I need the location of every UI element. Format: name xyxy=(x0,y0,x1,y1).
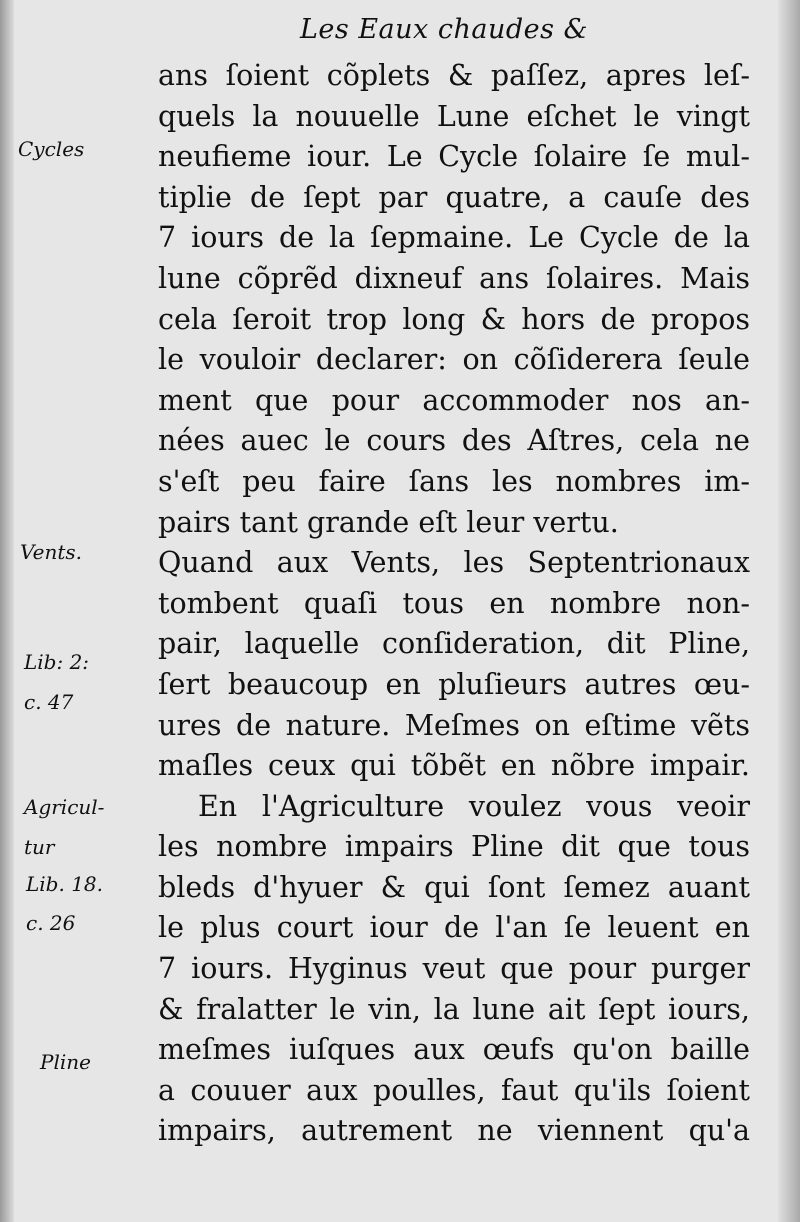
text-line: & fralatter le vin, la lune ait ſept iours, xyxy=(158,992,750,1026)
margin-note-c-26: c. 26 xyxy=(26,911,76,935)
text-line: s'eſt peu faire ſans les nombres im- xyxy=(158,464,750,498)
text-line: quels la nouuelle Lune eſchet le vingt xyxy=(158,99,750,133)
margin-note-lib-2: Lib: 2: xyxy=(24,650,90,674)
text-line: maſles ceux qui tõbẽt en nõbre impair. xyxy=(158,749,750,783)
text-line: pair, laquelle conſideration, dit Pline, xyxy=(158,627,750,661)
text-line: le plus court iour de l'an ſe leuent en xyxy=(158,911,750,945)
text-line: ſert beaucoup en pluſieurs autres œu- xyxy=(158,667,750,701)
text-line: 7 iours de la ſepmaine. Le Cycle de la xyxy=(158,221,750,255)
body-text xyxy=(158,56,750,1152)
text-line: Quand aux Vents, les Septentrionaux xyxy=(158,546,750,580)
margin-note-vents: Vents. xyxy=(20,540,82,564)
margin-notes xyxy=(0,0,150,1222)
text-line: cela ſeroit trop long & hors de propos xyxy=(158,302,750,336)
text-line: impairs, autrement ne viennent qu'a xyxy=(158,1114,750,1148)
text-line: En l'Agriculture voulez vous veoir xyxy=(198,789,750,823)
margin-note-pline: Pline xyxy=(40,1050,91,1074)
text-line: le vouloir declarer: on cõſiderera ſeule xyxy=(158,343,750,377)
text-line: bleds d'hyuer & qui ſont ſemez auant xyxy=(158,870,750,904)
text-line: ans ſoient cõplets & paſſez, apres leſ- xyxy=(158,59,750,92)
margin-note-cycles: Cycles xyxy=(18,137,85,161)
text-line: nées auec le cours des Aſtres, cela ne xyxy=(158,424,750,458)
margin-note-c-47: c. 47 xyxy=(24,690,74,714)
text-line: ment que pour accommoder nos an- xyxy=(158,383,750,417)
text-line: lune cõprẽd dixneuf ans ſolaires. Mais xyxy=(158,261,750,295)
text-line: ures de nature. Meſmes on eſtime vẽts xyxy=(158,708,750,742)
text-line: pairs tant grande eſt leur vertu. xyxy=(158,505,619,539)
text-line: tombent quaſi tous en nombre non- xyxy=(158,586,750,620)
text-line: neufieme iour. Le Cycle ſolaire ſe mul- xyxy=(158,140,750,174)
margin-note-lib-18: Lib. 18. xyxy=(26,872,104,896)
margin-note-tur: tur xyxy=(24,835,55,859)
text-line: a couuer aux poulles, faut qu'ils ſoient xyxy=(158,1073,750,1107)
margin-note-agricul: Agricul- xyxy=(24,795,105,819)
text-line: tiplie de ſept par quatre, a cauſe des xyxy=(158,180,750,214)
text-line: 7 iours. Hyginus veut que pour purger xyxy=(158,952,750,986)
running-head: Les Eaux chaudes & xyxy=(300,14,589,45)
text-line: les nombre impairs Pline dit que tous xyxy=(158,830,750,864)
text-line: meſmes iuſques aux œufs qu'on baille xyxy=(158,1033,750,1067)
